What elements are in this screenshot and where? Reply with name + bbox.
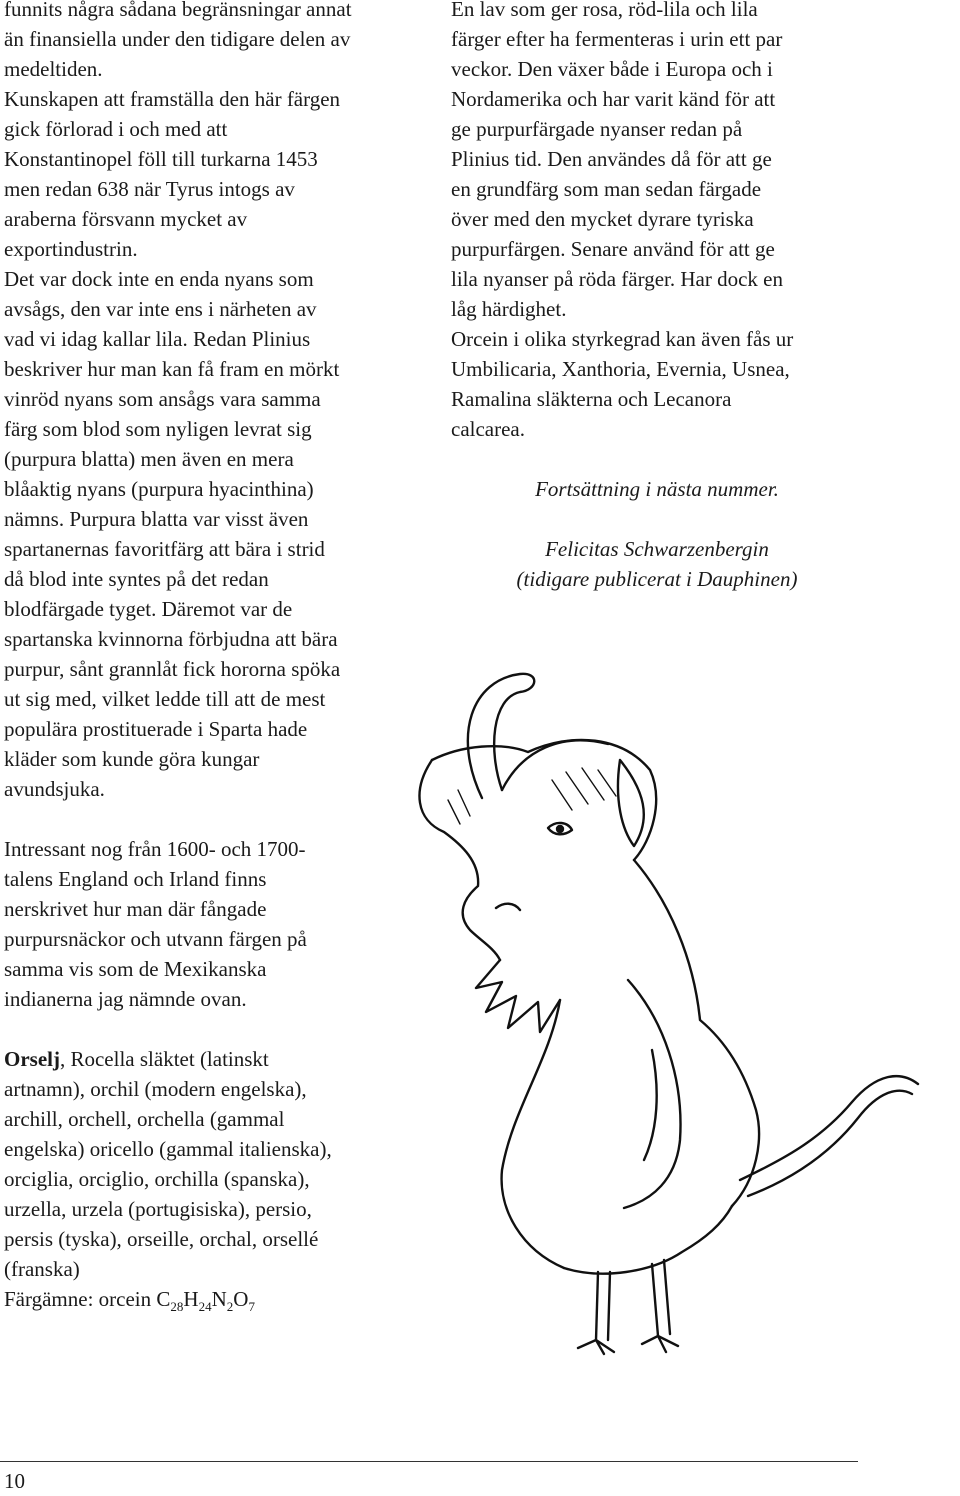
page-number: 10: [4, 1469, 25, 1493]
paragraph-lichen: En lav som ger rosa, röd-lila och lila färger efter ha fermenteras i urin ett par veckor. Den växer både i Europa och i Nordamerika och har varit känd för att ge purpurfärgade nyanser redan på Plinius tid. Den användes då för att ge en grundfärg som man sedan färgade över med den mycket dyrare tyriska purpurfärgen. Senare använd för att ge lila nyanser på röda färger. Har dock en låg härdighet. Orcein i olika styrkegrad kan även fås ur Umbilicaria, Xanthoria, Evernia, Usnea, Ramalina släkterna och Lecanora calcarea.: [451, 0, 794, 441]
paragraph-medieval-dye: funnits några sådana begränsningar annat än finansiella under den tidigare delen av medeltiden. Kunskapen att framställa den här färgen gick förlorad i och med att Konstantinopel föll till turkarna 1453 men redan 638 när Tyrus intogs av araberna försvann mycket av exportindustrin.: [4, 0, 352, 261]
formula-element: O: [233, 1287, 249, 1311]
source-note: (tidigare publicerat i Dauphinen): [516, 567, 798, 591]
formula-element: H: [183, 1287, 199, 1311]
formula-element: C: [156, 1287, 171, 1311]
formula-subscript: 7: [248, 1299, 255, 1314]
formula-subscript: 24: [198, 1299, 212, 1314]
author-name: Felicitas Schwarzenbergin: [545, 537, 769, 561]
orselj-term: Orselj: [4, 1047, 60, 1071]
right-column: [451, 0, 863, 594]
bird-creature-illustration: [352, 640, 932, 1360]
paragraph-england-ireland: Intressant nog från 1600- och 1700- talens England och Irland finns nerskrivet hur man där fångade purpursnäckor och utvann färgen på samma vis som de Mexikanska indianerna jag nämnde ovan.: [4, 837, 307, 1011]
formula-prefix: Färgämne: orcein: [4, 1287, 157, 1311]
paragraph-purple-shades: Det var dock inte en enda nyans som avsågs, den var inte ens i närheten av vad vi idag kallar lila. Redan Plinius beskriver hur man kan få fram en mörkt vinröd nyans som ansågs vara samma färg som blod som nyligen levrat sig (purpura blatta) men även en mera blåaktig nyans (purpura hyacinthina) nämns. Purpura blatta var visst även spartanernas favoritfärg att bära i strid då blod inte syntes på det redan blodfärgade tyget. Däremot var de spartanska kvinnorna förbjudna att bära purpur, sånt grannlåt fick hororna spöka ut sig med, vilket ledde till att de mest populära prostituerade i Sparta hade kläder som kunde göra kungar avundsjuka.: [4, 267, 341, 801]
formula-subscript: 28: [170, 1299, 184, 1314]
formula-subscript: 2: [226, 1299, 234, 1314]
orselj-names: , Rocella släktet (latinskt artnamn), orchil (modern engelska), archill, orchell, orchella (gammal engelska) oricello (gammal italienska), orciglia, orciglio, orchilla (spanska), urzella, urzela (portugisiska), persio, persis (tyska), orseille, orchal, orsellé (franska): [4, 1047, 332, 1281]
footer-rule: [0, 1461, 858, 1462]
formula-element: N: [211, 1287, 227, 1311]
continuation-note: Fortsättning i nästa nummer.: [535, 477, 779, 501]
